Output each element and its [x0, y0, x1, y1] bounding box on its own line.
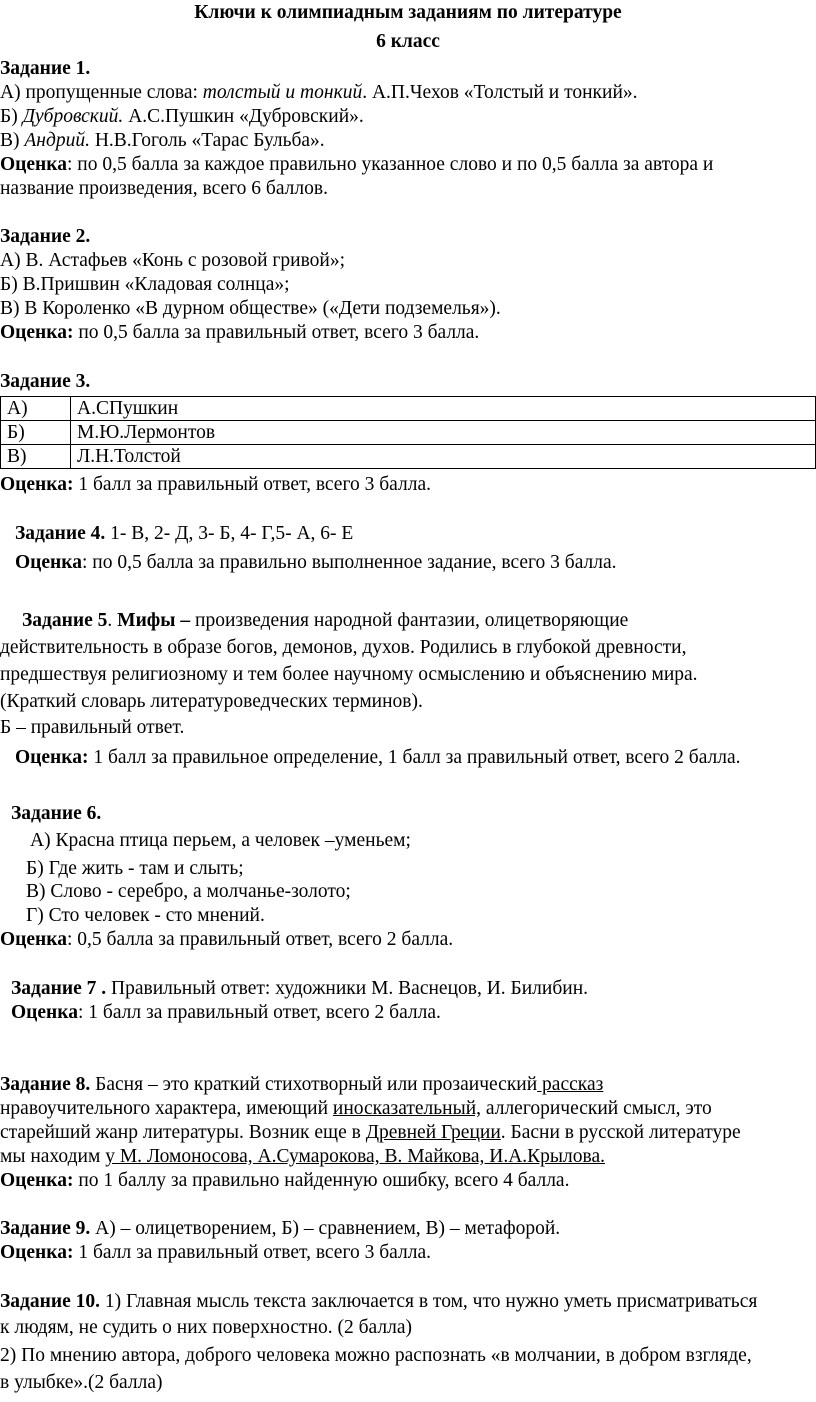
task5-score: Оценка: 1 балл за правильное определение, 1 балл за правильный ответ, всего 2 балла.	[15, 747, 741, 768]
task7-answer: Задание 7 . Правильный ответ: художники М. Васнецов, И. Билибин.	[11, 978, 589, 999]
task4-score: Оценка: по 0,5 балла за правильно выполненное задание, всего 3 балла.	[15, 552, 617, 573]
task6-answer-a: А) Красна птица перьем, а человек –уменьем;	[30, 830, 411, 851]
task5-line2: действительность в образе богов, демонов, духов. Родились в глубокой древности,	[0, 637, 687, 658]
task1-score-cont: название произведения, всего 6 баллов.	[0, 178, 328, 199]
table-cell-author: А.СПушкин	[71, 397, 816, 421]
task2-score: Оценка: по 0,5 балла за правильный ответ, всего 3 балла.	[0, 322, 480, 343]
task5-definition: Задание 5. Мифы – произведения народной фантазии, олицетворяющие	[22, 610, 629, 631]
task1-heading: Задание 1.	[0, 58, 91, 79]
task1-answer-b: Б) Дубровский. А.С.Пушкин «Дубровский».	[0, 106, 364, 127]
task6-score: Оценка: 0,5 балла за правильный ответ, всего 2 балла.	[0, 929, 454, 950]
task10-line3: 2) По мнению автора, доброго человека можно распознать «в молчании, в добром взгляде,	[0, 1345, 752, 1366]
task5-line3: предшествуя религиозному и тем более научному осмыслению и объяснению мира.	[0, 664, 698, 685]
task9-answer: Задание 9. А) – олицетворением, Б) – сравнением, В) – метафорой.	[0, 1218, 561, 1239]
task5-line4: (Краткий словарь литературоведческих терминов).	[0, 691, 423, 712]
task10-line1: Задание 10. 1) Главная мысль текста заключается в том, что нужно уметь присматриваться	[0, 1291, 758, 1312]
task8-score: Оценка: по 1 баллу за правильно найденную ошибку, всего 4 балла.	[0, 1170, 570, 1191]
task2-answer-a: А) В. Астафьев «Конь с розовой гривой»;	[0, 250, 345, 271]
task6-answer-d: Г) Сто человек - сто мнений.	[26, 905, 265, 926]
table-row	[1, 397, 816, 421]
task8-line4: мы находим у М. Ломоносова, А.Сумарокова, В. Майкова, И.А.Крылова.	[0, 1146, 605, 1167]
task1-score: Оценка: по 0,5 балла за каждое правильно указанное слово и по 0,5 балла за автора и	[0, 154, 714, 175]
table-cell-letter: А)	[1, 397, 71, 421]
table-cell-author: М.Ю.Лермонтов	[71, 421, 816, 445]
task3-table	[0, 396, 816, 469]
task1-answer-c: В) Андрий. Н.В.Гоголь «Тарас Бульба».	[0, 130, 325, 151]
task6-answer-b: Б) Где жить - там и слыть;	[26, 858, 244, 879]
table-cell-letter: В)	[1, 445, 71, 469]
task3-score: Оценка: 1 балл за правильный ответ, всего 3 балла.	[0, 474, 431, 495]
task6-heading: Задание 6.	[11, 803, 102, 824]
task7-score: Оценка: 1 балл за правильный ответ, всего 2 балла.	[11, 1002, 441, 1023]
table-cell-author: Л.Н.Толстой	[71, 445, 816, 469]
task3-heading: Задание 3.	[0, 371, 91, 392]
task8-line3: старейший жанр литературы. Возник еще в Древней Греции. Басни в русской литературе	[0, 1122, 741, 1143]
task10-line2: к людям, не судить о них поверхностно. (2 балла)	[0, 1317, 412, 1338]
task10-line4: в улыбке».(2 балла)	[0, 1372, 163, 1393]
task2-answer-c: В) В Короленко «В дурном обществе» («Дети подземелья»).	[0, 298, 501, 319]
task9-score: Оценка: 1 балл за правильный ответ, всего 3 балла.	[0, 1242, 431, 1263]
task5-answer: Б – правильный ответ.	[0, 717, 185, 738]
task2-heading: Задание 2.	[0, 226, 91, 247]
table-row	[1, 421, 816, 445]
task8-line1: Задание 8. Басня – это краткий стихотворный или прозаический рассказ	[0, 1074, 604, 1095]
document-title: Ключи к олимпиадным заданиям по литературе	[194, 2, 622, 23]
task8-line2: нравоучительного характера, имеющий иносказательный, аллегорический смысл, это	[0, 1098, 712, 1119]
grade-label: 6 класс	[376, 31, 440, 52]
task4-answer: Задание 4. 1- В, 2- Д, 3- Б, 4- Г,5- А, 6- Е	[15, 523, 354, 544]
task2-answer-b: Б) В.Пришвин «Кладовая солнца»;	[0, 274, 290, 295]
task6-answer-c: В) Слово - серебро, а молчанье-золото;	[26, 881, 351, 902]
table-row	[1, 445, 816, 469]
task1-answer-a: А) пропущенные слова: толстый и тонкий. А.П.Чехов «Толстый и тонкий».	[0, 82, 638, 103]
table-cell-letter: Б)	[1, 421, 71, 445]
